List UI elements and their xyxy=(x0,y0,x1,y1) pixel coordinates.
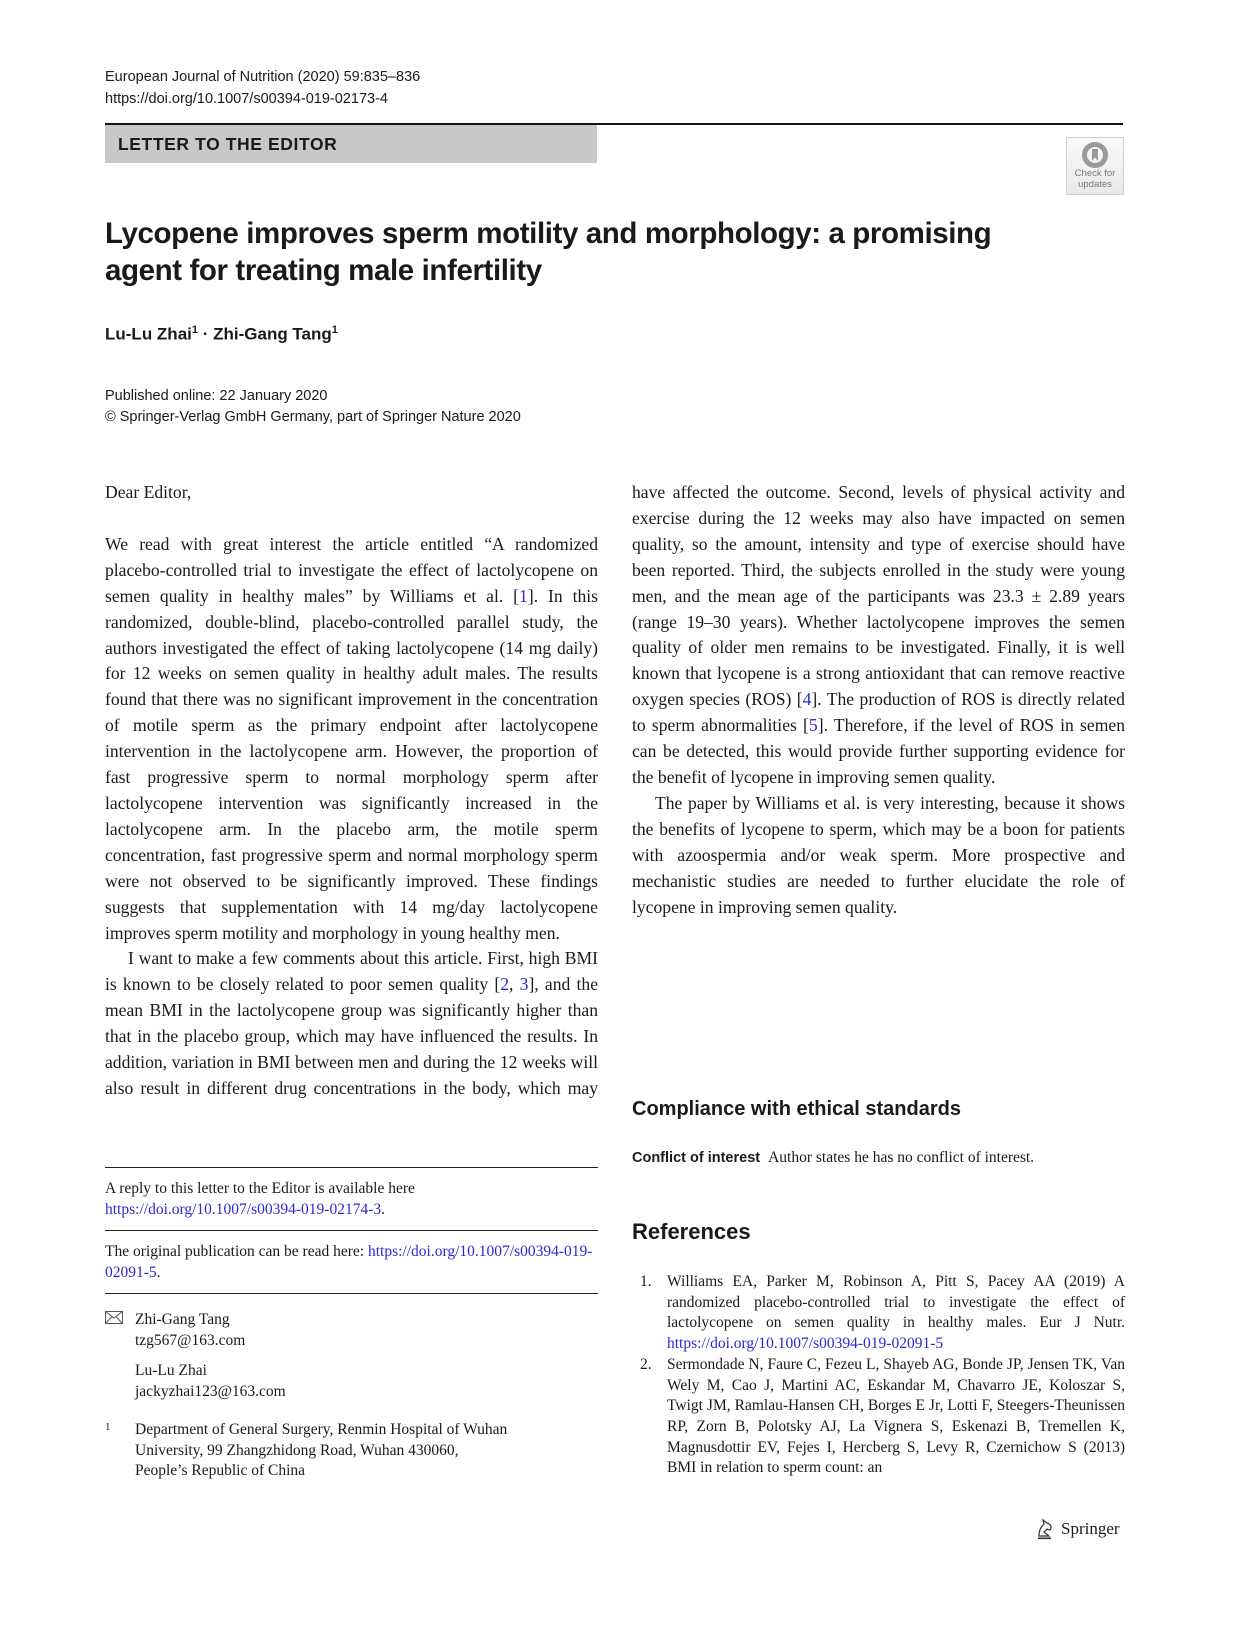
text: ]. Therefore, if the level of ROS in semen can be detected, this would provide further supporting evidence for the benefit of lycopene in improving semen quality. xyxy=(632,715,1125,787)
reference-item xyxy=(632,1355,1125,1479)
citation-link[interactable]: 5 xyxy=(808,715,818,736)
affiliation-line: People’s Republic of China xyxy=(135,1462,306,1479)
author-email[interactable]: tzg567@163.com xyxy=(135,1331,246,1349)
affiliation-line: Department of General Surgery, Renmin Hospital of Wuhan xyxy=(135,1421,508,1438)
citation-link[interactable]: 3 xyxy=(519,974,529,995)
author-name: Lu-Lu Zhai xyxy=(135,1362,207,1379)
check-for-updates-badge[interactable] xyxy=(1066,137,1124,195)
publication-info xyxy=(105,386,521,428)
reference-text: Sermondade N, Faure C, Fezeu L, Shayeb AG, Bonde JP, Jensen TK, Van Wely M, Cao J, Martini AC, Eskandar M, Chavarro JE, Koloszar S, Twigt JM, Ramlau-Hansen CH, Borges E Jr, Lotti F, Steegers-Theunissen RP, Zorn B, Polotsky AJ, La Vignera S, Eskenazi B, Tremellen K, Magnusdottir EV, Fejes I, Hercberg S, Levy R, Czernichow S (2013) BMI in relation to sperm count: an xyxy=(667,1355,1125,1477)
journal-citation: European Journal of Nutrition (2020) 59:835–836 xyxy=(105,69,421,85)
reference-text: Williams EA, Parker M, Robinson A, Pitt S, Pacey AA (2019) A randomized placebo-controlled trial to investigate the effect of lactolycopene on semen quality in healthy males. Eur J Nutr. xyxy=(667,1273,1125,1332)
text: I want to make a few comments about this article. First, high BMI is known to be closely related to poor semen quality [ xyxy=(105,948,598,995)
affiliation-line: University, 99 Zhangzhidong Road, Wuhan 430060, xyxy=(135,1441,459,1459)
correspondence xyxy=(105,1310,286,1402)
reply-footnote: A reply to this letter to the Editor is available here https://doi.org/10.1007/s00394-019-02174-3. xyxy=(105,1180,415,1218)
coi-text: Author states he has no conflict of interest. xyxy=(768,1149,1035,1166)
text: The original publication can be read here: xyxy=(105,1243,368,1260)
springer-knight-icon xyxy=(1035,1518,1055,1540)
text: , xyxy=(509,974,520,995)
text: We read with great interest the article entitled “A randomized placebo-controlled trial to investigate the effect of lactolycopene on semen quality in healthy males” by Williams et al. [ xyxy=(105,533,598,606)
publisher-name: Springer xyxy=(1061,1519,1120,1538)
conflict-of-interest xyxy=(632,1149,1034,1167)
salutation: Dear Editor, xyxy=(105,482,192,502)
reply-link[interactable]: https://doi.org/10.1007/s00394-019-02174-3 xyxy=(105,1200,382,1218)
envelope-icon xyxy=(105,1310,135,1402)
author-email[interactable]: jackyzhai123@163.com xyxy=(135,1382,286,1400)
citation-link[interactable]: 4 xyxy=(802,689,812,710)
text: ]. In this randomized, double-blind, placebo-controlled parallel study, the authors investigated the effect of taking lactolycopene (14 mg daily) for 12 weeks on semen quality in healthy adult males. The results found that there was no significant improvement in the concentration of motile sperm as the primary endpoint after lactolycopene intervention in the lactolycopene arm. However, the proportion of fast progressive sperm to normal morphology sperm after lactolycopene intervention was significantly increased in the lactolycopene arm. In the placebo arm, the motile sperm concentration, fast progressive sperm and normal morphology sperm were not observed to be significantly improved. These findings suggests that supplementation with 14 mg/day lactolycopene improves sperm motility and morphology in young healthy men. xyxy=(105,585,598,943)
original-publication-footnote: The original publication can be read here: https://doi.org/10.1007/s00394-019-02091-5. xyxy=(105,1243,593,1281)
text: ], and the mean BMI in the lactolycopene group was significantly higher than that in the placebo group, which may have influenced the results. In addition, variation in BMI between men and during the 12 weeks will also result in different drug concentrations in the body, which may have affected the outcome. Second, levels of physical activity and exercise during the 12 weeks may also have impacted on semen quality, so the amount, intensity and type of exercise should have been reported. Third, the subjects enrolled in the study were young men, and the mean age of the participants was 23.3 ± 2.89 years (range 19–30 years). Whether lactolycopene improves the semen quality of older men remains to be investigated. Finally, it is well known that lycopene is a strong antioxidant that can remove reactive oxygen species (ROS) [ xyxy=(105,482,1125,1098)
check-updates-line1: Check for xyxy=(1074,168,1116,179)
footnote-rule xyxy=(105,1293,598,1294)
reference-number: 2. xyxy=(640,1355,652,1373)
coi-label: Conflict of interest xyxy=(632,1150,761,1166)
article-title: Lycopene improves sperm motility and morphology: a promising agent for treating male infertility xyxy=(105,217,992,287)
footnote-rule xyxy=(105,1167,598,1168)
author-list xyxy=(105,324,338,345)
citation-link[interactable]: 1 xyxy=(519,585,528,606)
author-affil: 1 xyxy=(191,324,198,336)
corresponding-author xyxy=(105,1310,286,1402)
compliance-heading: Compliance with ethical standards xyxy=(632,1098,961,1120)
check-updates-line2: updates xyxy=(1078,179,1112,190)
author-name: Zhi-Gang Tang xyxy=(135,1311,230,1328)
publisher-logo xyxy=(1035,1518,1120,1540)
text: A reply to this letter to the Editor is available here xyxy=(105,1180,415,1197)
text: ]. The production of ROS is directly related to sperm abnormalities [ xyxy=(632,689,1125,736)
footnote-rule xyxy=(105,1230,598,1231)
reference-list xyxy=(632,1272,1125,1479)
bookmark-icon xyxy=(1082,142,1108,168)
paragraph-1 xyxy=(105,532,598,947)
reference-item xyxy=(632,1272,1125,1355)
article-doi[interactable]: https://doi.org/10.1007/s00394-019-02173-4 xyxy=(105,91,388,107)
reference-link[interactable]: https://doi.org/10.1007/s00394-019-02091-5 xyxy=(667,1335,944,1353)
author-affil: 1 xyxy=(331,324,338,336)
original-link[interactable]: https://doi.org/10.1007/s00394-019-02091-5 xyxy=(105,1243,593,1281)
reference-number: 1. xyxy=(640,1273,652,1290)
citation-link[interactable]: 2 xyxy=(500,974,510,995)
published-date: Published online: 22 January 2020 xyxy=(105,388,328,404)
body-column-left xyxy=(105,480,1125,1120)
references-heading: References xyxy=(632,1219,751,1244)
journal-header xyxy=(105,66,420,110)
affiliation xyxy=(105,1420,507,1482)
copyright: © Springer-Verlag GmbH Germany, part of Springer Nature 2020 xyxy=(105,409,521,425)
section-banner: LETTER TO THE EDITOR xyxy=(105,125,597,163)
author-separator: · xyxy=(198,324,214,344)
affiliation-number: 1 xyxy=(105,1421,111,1433)
author-name: Zhi-Gang Tang xyxy=(213,324,332,344)
paragraph-3: The paper by Williams et al. is very interesting, because it shows the benefits of lycopene to sperm, which may be a boon for patients with azoospermia and/or weak sperm. More prospective and mechanistic studies are needed to further elucidate the role of lycopene in improving semen quality. xyxy=(632,792,1125,917)
author-name: Lu-Lu Zhai xyxy=(105,324,192,344)
